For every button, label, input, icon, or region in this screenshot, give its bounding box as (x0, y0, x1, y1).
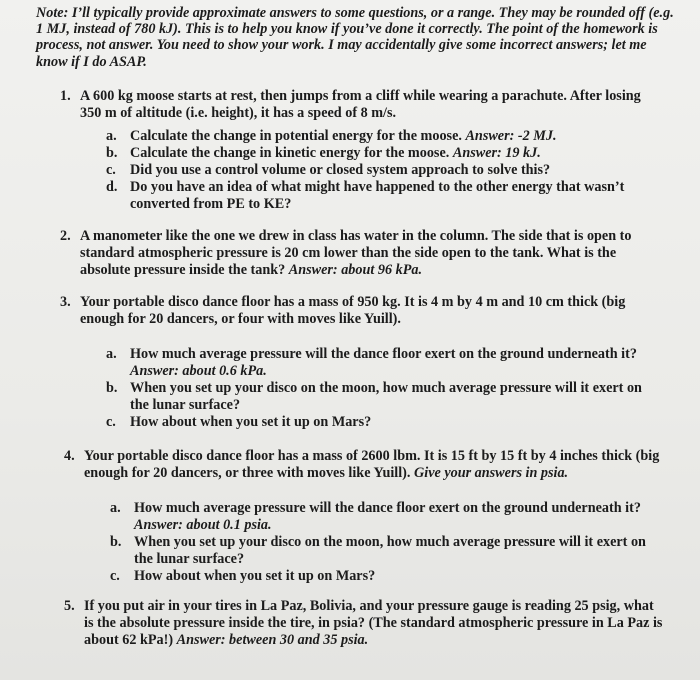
answer: Answer: 19 kJ. (452, 145, 541, 161)
answer: Answer: about 0.6 kPa. (130, 362, 267, 379)
answer: Answer: about 96 kPa. (288, 261, 423, 278)
part-label: c. (106, 414, 116, 430)
question-number: 3. (60, 294, 71, 310)
answer: Answer: between 30 and 35 psia. (176, 631, 369, 648)
question-text: A 600 kg moose starts at rest, then jumps from a cliff while wearing a parachute. After losing 350 m of altitude (i.e. height), it has a speed of 8 m/s. (80, 88, 641, 121)
question-text: A manometer like the one we drew in class has water in the column. The side that is open to standard atmospheric pressure is 20 cm lower than the side open to the tank. What is the absolute pressure inside the tank? Answer: about 96 kPa. (80, 228, 632, 278)
question-number: 4. (64, 448, 75, 464)
part-text: When you set up your disco on the moon, how much average pressure will it exert on the lunar surface? (130, 380, 642, 413)
question-number: 1. (60, 88, 71, 104)
part-label: a. (106, 128, 117, 144)
part-text: How about when you set it up on Mars? (134, 568, 376, 584)
part-text: How much average pressure will the dance floor exert on the ground underneath it? Answer: about 0.1 psia. (134, 500, 641, 533)
question-text: If you put air in your tires in La Paz, Bolivia, and your pressure gauge is reading 25 psig, what is the absolute pressure inside the tire, in psia? (The standard atmospheric pressure in La Paz is about 62 kPa!) Answer: between 30 and 35 psia. (84, 598, 663, 648)
part-text: How about when you set it up on Mars? (130, 414, 372, 430)
part-label: c. (110, 568, 120, 584)
part-text: Calculate the change in potential energy for the moose. Answer: -2 MJ. (130, 128, 557, 144)
italic-instruction: Give your answers in psia. (414, 464, 569, 481)
answer: Answer: -2 MJ. (465, 128, 557, 144)
part-label: b. (110, 534, 122, 550)
part-label: b. (106, 380, 118, 396)
question-text: Your portable disco dance floor has a mass of 2600 lbm. It is 15 ft by 15 ft by 4 inches thick (big enough for 20 dancers, or three with moves like Yuill). Give your answers in psia. (84, 448, 660, 481)
part-label: a. (110, 500, 121, 516)
part-label: a. (106, 346, 117, 362)
question-text: Your portable disco dance floor has a mass of 950 kg. It is 4 m by 4 m and 10 cm thick (big enough for 20 dancers, or four with moves like Yuill). (80, 294, 626, 327)
question-number: 2. (60, 228, 71, 244)
part-text: Calculate the change in kinetic energy for the moose. Answer: 19 kJ. (130, 145, 541, 161)
part-label: b. (106, 145, 118, 161)
answer: Answer: about 0.1 psia. (134, 516, 272, 533)
question-number: 5. (64, 598, 75, 614)
part-text: Did you use a control volume or closed system approach to solve this? (130, 162, 551, 178)
part-text: How much average pressure will the dance floor exert on the ground underneath it? Answer: about 0.6 kPa. (130, 346, 637, 379)
part-label: c. (106, 162, 116, 178)
part-label: d. (106, 179, 118, 195)
instructor-note (36, 5, 676, 70)
note-text: Note: I’ll typically provide approximate answers to some questions, or a range. They may be rounded off (e.g. 1 MJ, instead of 780 kJ). This is to help you know if you’ve done it correctly. The point of the homework is process, not answer. You need to show your work. I may accidentally give some incorrect answers; let me know if I do ASAP. (36, 5, 674, 70)
part-text: When you set up your disco on the moon, how much average pressure will it exert on the lunar surface? (134, 534, 646, 567)
part-text: Do you have an idea of what might have happened to the other energy that wasn’t converted from PE to KE? (130, 179, 625, 212)
